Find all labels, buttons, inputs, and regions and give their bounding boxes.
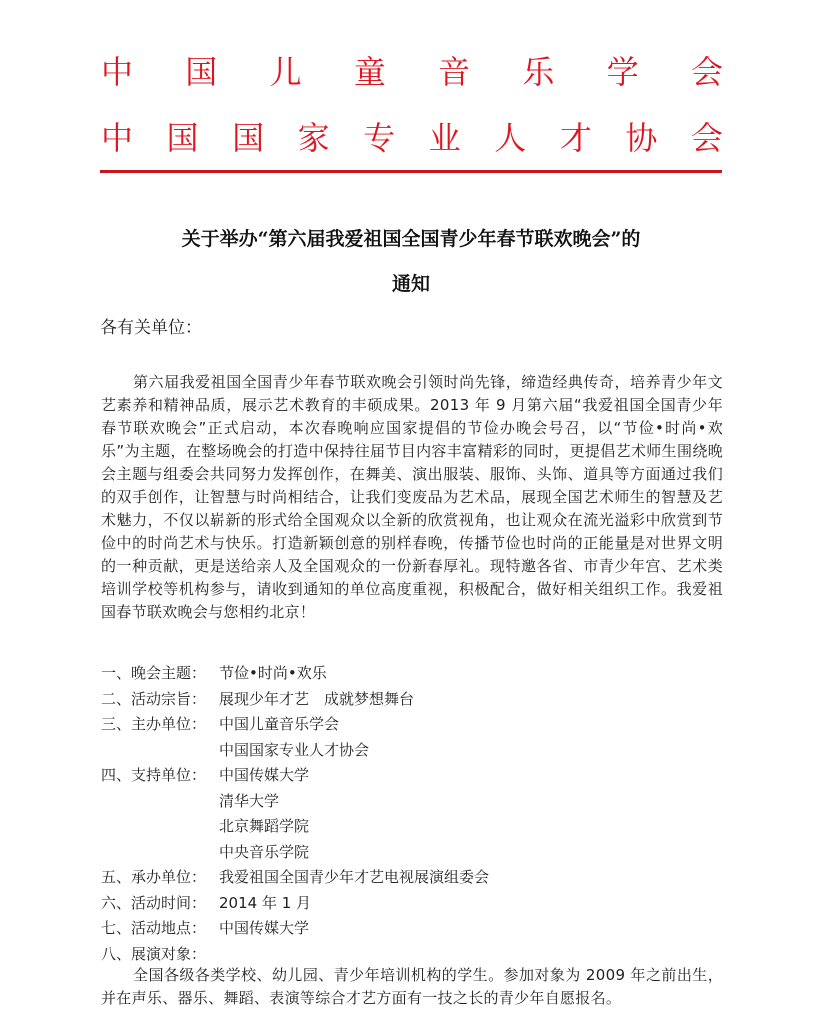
list-item-label: 七、活动地点：	[101, 919, 207, 937]
list-item-value: 中央音乐学院	[219, 842, 310, 861]
list-item-label: 五、承办单位：	[101, 868, 207, 886]
header-char: 家	[297, 119, 330, 157]
list-item-value: 中国传媒大学	[219, 766, 310, 784]
list-item	[101, 763, 723, 865]
list-item-label: 八、展演对象：	[101, 944, 207, 963]
list-item-value: 中国传媒大学	[219, 919, 310, 937]
list-item	[101, 687, 723, 713]
header-red-rule	[100, 170, 722, 173]
list-item-values	[219, 865, 723, 891]
header-char: 童	[353, 53, 386, 91]
list-item-values	[219, 661, 723, 687]
list-item	[101, 891, 723, 917]
participants-paragraph: 全国各级各类学校、幼儿园、青少年培训机构的学生。参加对象为 2009 年之前出生，并在声乐、器乐、舞蹈、表演等综合才艺方面有一技之长的青少年自愿报名。	[101, 966, 723, 1007]
list-item	[101, 661, 723, 687]
header-char: 国	[166, 119, 199, 157]
list-item-label: 四、支持单位：	[101, 766, 207, 784]
header-char: 学	[606, 53, 639, 91]
list-item-label: 一、晚会主题：	[101, 664, 207, 682]
header-org-1	[101, 54, 723, 90]
notice-title-line-1: 关于举办“第六届我爱祖国全国青少年春节联欢晚会”的	[181, 228, 641, 250]
details-list	[101, 661, 723, 967]
list-item-value: 展现少年才艺 成就梦想舞台	[219, 689, 415, 708]
list-item-value: 2014 年 1 月	[219, 893, 312, 912]
header-char: 国	[185, 53, 218, 91]
list-item-value: 中国儿童音乐学会	[219, 715, 340, 733]
header-org-2	[101, 120, 723, 156]
list-item-value: 北京舞蹈学院	[219, 817, 310, 835]
header-char: 中	[101, 119, 134, 157]
header-char: 音	[438, 53, 471, 91]
salutation: 各有关单位：	[100, 318, 202, 338]
list-item-values	[219, 687, 723, 713]
list-item-label: 三、主办单位：	[101, 715, 207, 733]
header-char: 儿	[269, 53, 302, 91]
header-char: 会	[690, 119, 723, 157]
list-item-values	[219, 763, 723, 865]
list-item	[101, 712, 723, 763]
list-item-value: 节俭•时尚•欢乐	[219, 664, 327, 682]
list-item-value: 我爱祖国全国青少年才艺电视展演组委会	[219, 868, 490, 886]
list-item	[101, 865, 723, 891]
header-char: 中	[101, 53, 134, 91]
list-item	[101, 916, 723, 942]
list-item-values	[219, 891, 723, 917]
list-item-values	[219, 916, 723, 942]
notice-title-line-2: 通知	[391, 273, 430, 295]
body-paragraph: 第六届我爱祖国全国青少年春节联欢晚会引领时尚先锋，缔造经典传奇，培养青少年文艺素养和精神品质，展示艺术教育的丰硕成果。2013 年 9 月第六届“我爱祖国全国青少年春节联欢晚会”正式启动，本次春晚响应国家提倡的节俭办晚会号召，以“节俭•时尚•欢乐”为主题，在整场晚会的打造中保持往届节目内容丰富精彩的同时，更提倡艺术师生围绕晚会主题与组委会共同努力发挥创作，在舞美、演出服装、服饰、头饰、道具等方面通过我们的双手创作，让智慧与时尚相结合，让我们变废品为艺术品，展现全国艺术师生的智慧及艺术魅力，不仅以崭新的形式给全国观众以全新的欣赏视角，也让观众在流光溢彩中欣赏到节俭中的时尚艺术与快乐。打造新颖创意的别样春晚，传播节俭也时尚的正能量是对世界文明的一种贡献，更是送给亲人及全国观众的一份新春厚礼。现特邀各省、市青少年宫、艺术类培训学校等机构参与，请收到通知的单位高度重视，积极配合，做好相关组织工作。我爱祖国春节联欢晚会与您相约北京！	[101, 373, 723, 621]
list-item-label: 六、活动时间：	[101, 893, 207, 912]
list-item-values	[219, 712, 723, 763]
header-char: 业	[428, 119, 461, 157]
header-char: 才	[559, 119, 592, 157]
header-char: 专	[363, 119, 396, 157]
list-item-value: 中国国家专业人才协会	[219, 740, 370, 759]
header-char: 会	[690, 53, 723, 91]
header-char: 人	[494, 119, 527, 157]
list-item-value: 清华大学	[219, 791, 280, 810]
list-item-label: 二、活动宗旨：	[101, 689, 207, 708]
header-char: 协	[625, 119, 658, 157]
header-char: 乐	[522, 53, 555, 91]
header-char: 国	[232, 119, 265, 157]
